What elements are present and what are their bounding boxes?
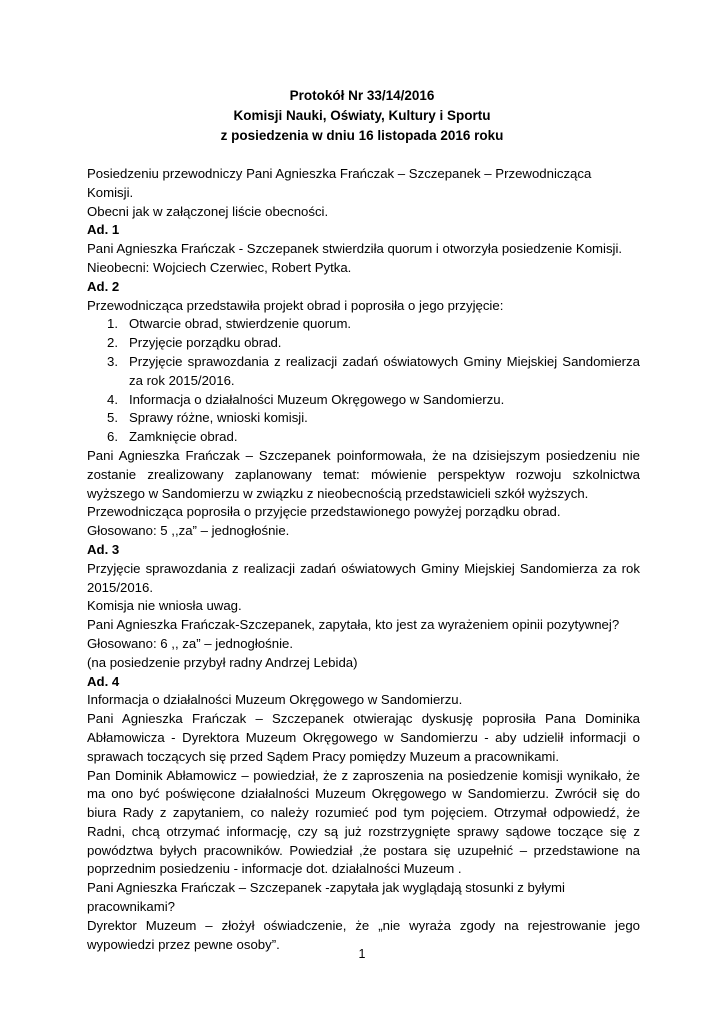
title-line-protocol-number: Protokół Nr 33/14/2016 xyxy=(289,88,435,103)
ad3-arrival-note: (na posiedzenie przybył radny Andrzej Lebida) xyxy=(87,654,358,670)
agenda-item-text: Zamknięcie obrad. xyxy=(129,429,238,445)
agenda-item xyxy=(87,353,640,391)
ad2-topic-note: Pani Agnieszka Frańczak – Szczepanek poinformowała, że na dzisiejszym posiedzeniu nie zostanie zrealizowany zaplanowany temat: mówienie perspektyw rozwoju szkolnictwa wyższego w Sandomierzu w związku z nieobecnością przedstawicieli szkół wyższych. xyxy=(87,447,640,501)
agenda-item xyxy=(87,391,640,410)
ad4-director-declaration: Dyrektor Muzeum – złożył oświadczenie, że „nie wyraża zgody na rejestrowanie jego wypowiedzi przez pewne osoby”. xyxy=(87,917,640,952)
agenda-item-number: 6. xyxy=(107,429,118,445)
ad2-agenda-intro: Przewodnicząca przedstawiła projekt obrad i poprosiła o jego przyjęcie: xyxy=(87,297,504,313)
intro-attendance: Obecni jak w załączonej liście obecności. xyxy=(87,203,329,219)
agenda-item-text: Informacja o działalności Muzeum Okręgowego w Sandomierzu. xyxy=(129,391,505,407)
agenda-item xyxy=(87,334,640,353)
section-heading-ad3: Ad. 3 xyxy=(87,541,120,557)
ad1-quorum: Pani Agnieszka Frańczak - Szczepanek stwierdziła quorum i otworzyła posiedzenie Komisji. xyxy=(87,241,623,257)
agenda-item-number: 1. xyxy=(107,316,118,332)
document-body xyxy=(87,165,640,954)
ad4-question-former-staff: Pani Agnieszka Frańczak – Szczepanek -zapytała jak wyglądają stosunki z byłymi pracownikami? xyxy=(87,880,565,915)
document-title xyxy=(0,86,724,146)
agenda-item-number: 3. xyxy=(107,353,118,369)
section-heading-ad2: Ad. 2 xyxy=(87,278,120,294)
ad4-topic: Informacja o działalności Muzeum Okręgowego w Sandomierzu. xyxy=(87,692,463,708)
title-line-committee: Komisji Nauki, Oświaty, Kultury i Sportu xyxy=(233,108,491,123)
ad2-vote-result: Głosowano: 5 ,,za” – jednogłośnie. xyxy=(87,523,290,539)
ad3-vote-result: Głosowano: 6 ,, za” – jednogłośnie. xyxy=(87,635,293,651)
agenda-item xyxy=(87,409,640,428)
agenda-item-text: Otwarcie obrad, stwierdzenie quorum. xyxy=(129,316,352,332)
section-heading-ad4: Ad. 4 xyxy=(87,673,120,689)
ad4-director-statement: Pan Dominik Abłamowicz – powiedział, że z zaproszenia na posiedzenie komisji wynikało, że ma ono być poświęcone działalności Muzeum Okręgowego w Sandomierzu. Zwrócił się do biura Rady z zapytaniem, co należy rozumieć pod tym pojęciem. Otrzymał odpowiedź, że Radni, chcą otrzymać informację, czy są już rozstrzygnięte sprawy sądowe toczące się z powództwa byłych pracowników. Powiedział ,że postara się uzupełnić – przedstawione na poprzednim posiedzeniu - informacje dot. działalności Muzeum . xyxy=(87,767,640,877)
agenda-item-text: Sprawy różne, wnioski komisji. xyxy=(129,410,308,426)
section-heading-ad1: Ad. 1 xyxy=(87,222,120,238)
agenda-list xyxy=(87,315,640,447)
ad3-opinion-question: Pani Agnieszka Frańczak-Szczepanek, zapytała, kto jest za wyrażeniem opinii pozytywnej? xyxy=(87,617,620,633)
ad1-absent: Nieobecni: Wojciech Czerwiec, Robert Pytka. xyxy=(87,259,352,275)
agenda-item-number: 2. xyxy=(107,335,118,351)
agenda-item-text: Przyjęcie porządku obrad. xyxy=(129,335,282,351)
intro-chair: Posiedzeniu przewodniczy Pani Agnieszka Frańczak – Szczepanek – Przewodnicząca Komisji. xyxy=(87,166,592,200)
ad4-discussion-opening: Pani Agnieszka Frańczak – Szczepanek otwierając dyskusję poprosiła Pana Dominika Abłamowicza - Dyrektora Muzeum Okręgowego w Sandomierzu - aby udzielił informacji o sprawach toczących się przed Sądem Pracy pomiędzy Muzeum a pracownikami. xyxy=(87,711,640,764)
agenda-item-number: 4. xyxy=(107,391,118,407)
agenda-item xyxy=(87,315,640,334)
agenda-item-number: 5. xyxy=(107,410,118,426)
agenda-item-text: Przyjęcie sprawozdania z realizacji zadań oświatowych Gminy Miejskiej Sandomierza za rok 2015/2016. xyxy=(129,353,640,388)
page-number: 1 xyxy=(358,947,366,961)
agenda-item xyxy=(87,428,640,447)
ad3-report: Przyjęcie sprawozdania z realizacji zadań oświatowych Gminy Miejskiej Sandomierza za rok 2015/2016. xyxy=(87,560,640,595)
ad3-no-remarks: Komisja nie wniosła uwag. xyxy=(87,598,242,614)
title-line-date: z posiedzenia w dniu 16 listopada 2016 roku xyxy=(220,128,504,143)
ad2-approval-request: Przewodnicząca poprosiła o przyjęcie przedstawionego powyżej porządku obrad. xyxy=(87,504,561,520)
